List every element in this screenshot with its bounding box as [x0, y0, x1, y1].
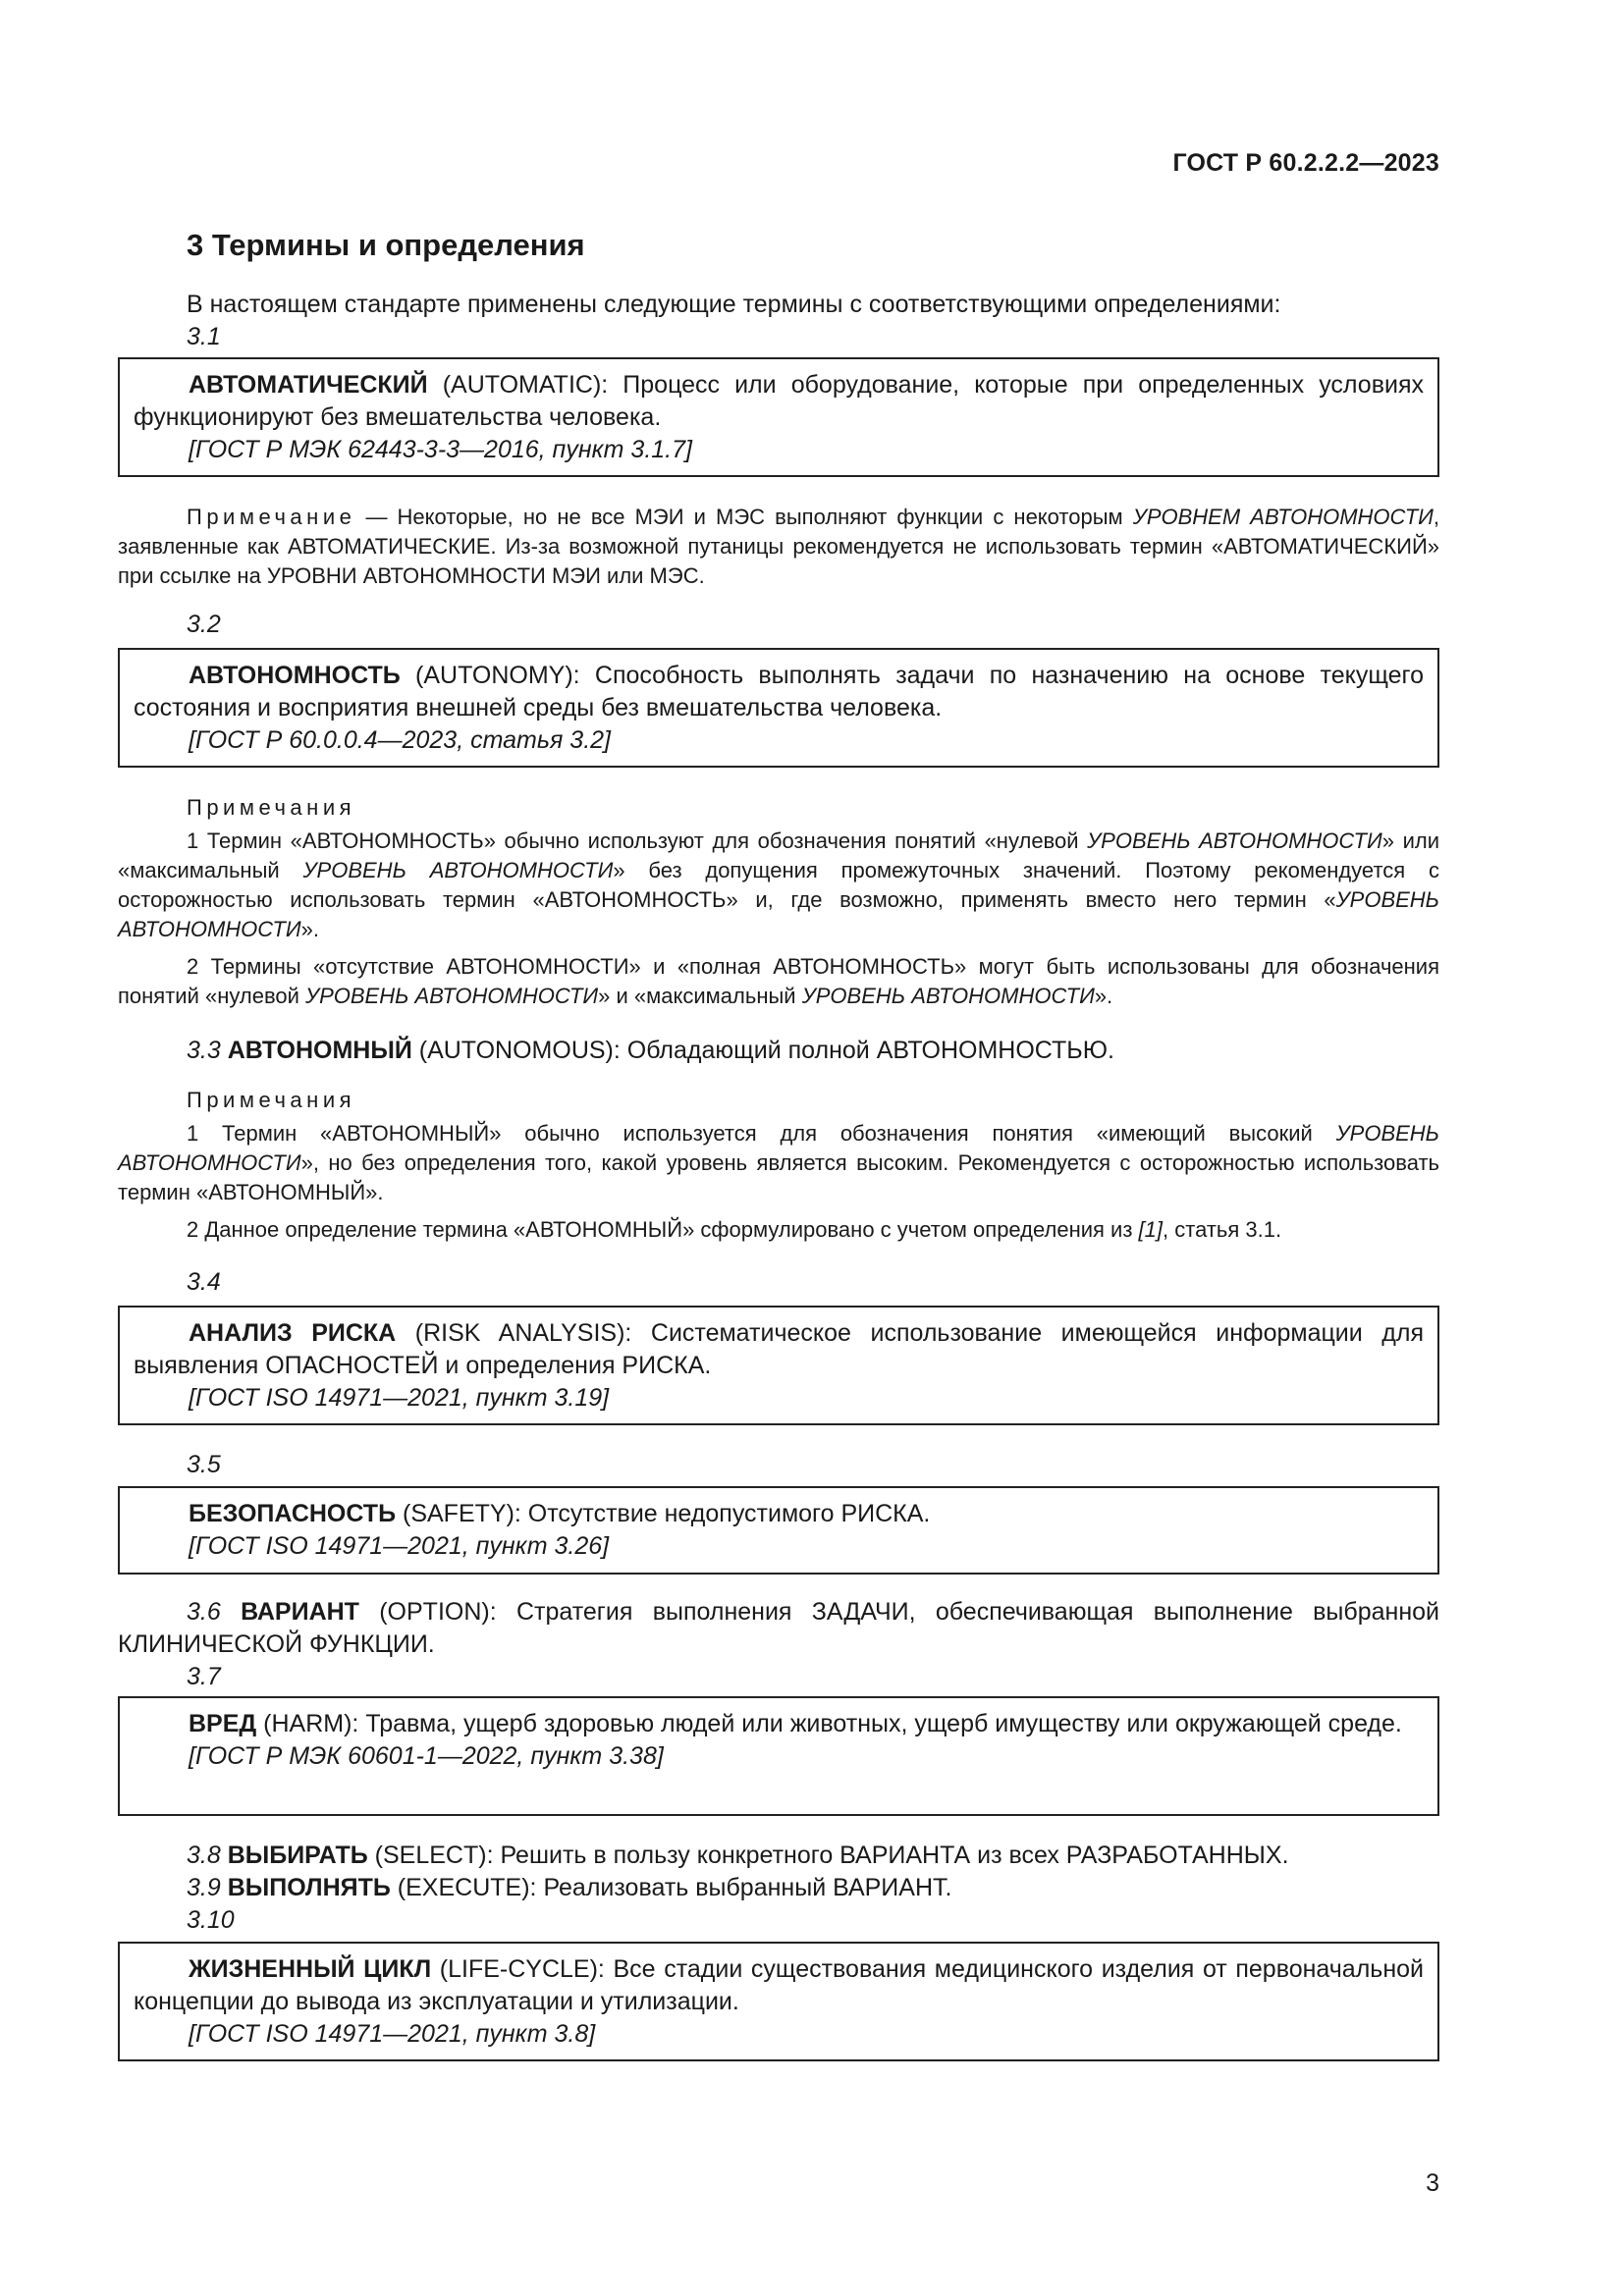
term-english: (OPTION): [358, 1598, 516, 1626]
term-definition [134, 660, 1424, 724]
term-number: 3.9 [187, 1874, 221, 1901]
term-definition [134, 369, 1424, 434]
term-name: ЖИЗНЕННЫЙ ЦИКЛ [189, 1955, 432, 1983]
notes-autonomous [118, 1086, 1439, 1245]
note-part: 1 Термин «АВТОНОМНЫЙ» обычно используется для обозначения понятия «имеющий высокий [187, 1121, 1336, 1146]
term-source: [ГОСТ ISO 14971—2021, пункт 3.26] [189, 1532, 610, 1560]
note-part: » или «максимальный [118, 828, 1440, 882]
term-autonomous [118, 1035, 1439, 1067]
note-part: — Некоторые, но не все МЭИ и МЭС выполняют функции с некоторым [355, 505, 1133, 529]
term-name: ВАРИАНТ [241, 1598, 359, 1626]
note-part: 2 Данное определение термина «АВТОНОМНЫЙ» сформулировано с учетом определения из [187, 1217, 1139, 1242]
term-definition [118, 1596, 1439, 1661]
term-definition [118, 1035, 1439, 1067]
term-def-text: Стратегия выполнения ЗАДАЧИ, обеспечивающая выполнение выбранной КЛИНИЧЕСКОЙ ФУНКЦИИ. [118, 1598, 1440, 1658]
notes-label: Примечания [187, 795, 356, 820]
notes-autonomy [118, 793, 1439, 1011]
note-1 [118, 827, 1439, 944]
note-italic: УРОВЕНЬ АВТОНОМНОСТИ [305, 984, 599, 1008]
note-italic: УРОВЕНЬ АВТОНОМНОСТИ [1087, 828, 1382, 853]
intro-text: В настоящем стандарте применены следующие термины с соответствующими определениями: [187, 291, 1281, 318]
note-2 [118, 952, 1439, 1011]
term-number: 3.8 [187, 1842, 221, 1869]
term-name: ВРЕД [189, 1710, 257, 1737]
term-english: (EXECUTE): [390, 1874, 544, 1901]
term-english: (LIFE-CYCLE): [431, 1955, 614, 1983]
page-number: 3 [1426, 2169, 1439, 2197]
term-number-block [118, 1449, 1439, 1481]
term-definition [118, 1872, 1439, 1904]
term-source: [ГОСТ ISO 14971—2021, пункт 3.8] [189, 2020, 596, 2048]
term-source: [ГОСТ Р МЭК 60601-1—2022, пункт 3.38] [189, 1742, 664, 1770]
note-italic: УРОВЕНЬ АВТОНОМНОСТИ [302, 858, 614, 882]
term-name: БЕЗОПАСНОСТЬ [189, 1500, 397, 1527]
term-definition [134, 1953, 1424, 2018]
term-english: (RISK ANALYSIS): [396, 1319, 651, 1347]
term-number: 3.10 [187, 1906, 235, 1934]
term-definition [118, 1840, 1439, 1872]
term-number: 3.4 [187, 1268, 221, 1296]
note-part: ». [1094, 984, 1113, 1008]
term-def-text: Способность выполнять задачи по назначению на основе текущего состояния и восприятия внешней среды без вмешательства человека. [134, 662, 1425, 721]
term-def-text: Систематическое использование имеющейся информации для выявления ОПАСНОСТЕЙ и определения РИСКА. [134, 1319, 1424, 1379]
term-english: (AUTONOMOUS): [411, 1037, 627, 1064]
term-english: (SAFETY): [396, 1500, 528, 1527]
term-definition [134, 1498, 1424, 1530]
term-box-safety [118, 1486, 1439, 1575]
term-box-risk-analysis [118, 1306, 1439, 1425]
document-page [118, 0, 1439, 2296]
term-number: 3.3 [187, 1037, 221, 1064]
notes-label: Примечания [187, 1088, 356, 1112]
note-italic: УРОВЕНЬ АВТОНОМНОСТИ [801, 984, 1095, 1008]
note-part: , статья 3.1. [1163, 1217, 1282, 1242]
note-part: ». [300, 917, 319, 941]
note-part: 1 Термин «АВТОНОМНОСТЬ» обычно используют для обозначения понятий «нулевой [187, 828, 1088, 853]
term-def-text: Обладающий полной АВТОНОМНОСТЬЮ. [626, 1037, 1114, 1064]
term-name: ВЫБИРАТЬ [227, 1842, 368, 1869]
term-number: 3.7 [187, 1663, 221, 1690]
term-english: (HARM): [256, 1710, 366, 1737]
note-italic: УРОВЕНЬ АВТОНОМНОСТИ [118, 887, 1439, 941]
term-def-text: Процесс или оборудование, которые при определенных условиях функционируют без вмешательства человека. [134, 371, 1424, 431]
document-id: ГОСТ Р 60.2.2.2—2023 [1172, 149, 1439, 177]
note-2 [118, 1215, 1439, 1245]
note-italic: [1] [1138, 1217, 1164, 1242]
term-english: (AUTONOMY): [400, 662, 595, 689]
term-english: (AUTOMATIC): [427, 371, 623, 399]
term-name: АВТОНОМНОСТЬ [189, 662, 401, 689]
term-source: [ГОСТ ISO 14971—2021, пункт 3.19] [189, 1384, 610, 1412]
term-name: ВЫПОЛНЯТЬ [227, 1874, 391, 1901]
note-automatic [118, 503, 1439, 591]
term-def-text: Решить в пользу конкретного ВАРИАНТА из всех РАЗРАБОТАННЫХ. [500, 1842, 1289, 1869]
term-number-block [118, 609, 1439, 641]
note-part: 2 Термины «отсутствие АВТОНОМНОСТИ» и «полная АВТОНОМНОСТЬ» могут быть использованы для обозначения понятий «нулевой [118, 954, 1439, 1008]
term-def-text: Отсутствие недопустимого РИСКА. [527, 1500, 931, 1527]
term-box-harm [118, 1696, 1439, 1816]
term-name: АНАЛИЗ РИСКА [189, 1319, 397, 1347]
term-box-autonomy [118, 648, 1439, 768]
note-part: » без допущения промежуточных значений. Поэтому рекомендуется с осторожностью использовать термин «АВТОНОМНОСТЬ» и, где возможно, применять вместо него термин « [118, 858, 1439, 912]
term-number-block [118, 1266, 1439, 1299]
term-number: 3.6 [187, 1598, 221, 1626]
note-label: Примечание [187, 505, 356, 529]
term-option [118, 1596, 1439, 1693]
term-name: АВТОНОМНЫЙ [227, 1037, 412, 1064]
term-definition [134, 1317, 1424, 1382]
term-source: [ГОСТ Р 60.0.0.4—2023, статья 3.2] [189, 726, 612, 754]
note-text [118, 503, 1439, 591]
note-part: » и «максимальный [598, 984, 802, 1008]
note-italic: УРОВНЕМ АВТОНОМНОСТИ [1132, 505, 1434, 529]
term-name: АВТОМАТИЧЕСКИЙ [189, 371, 428, 399]
intro-block [118, 289, 1439, 353]
terms-select-execute [118, 1840, 1439, 1937]
term-def-text: Все стадии существования медицинского изделия от первоначальной концепции до вывода из эксплуатации и утилизации. [134, 1955, 1424, 2015]
term-box-life-cycle [118, 1942, 1439, 2061]
note-part: », но без определения того, какой уровень является высоким. Рекомендуется с осторожностью использовать термин «АВТОНОМНЫЙ». [118, 1150, 1439, 1204]
term-box-automatic [118, 357, 1439, 477]
term-definition [134, 1708, 1424, 1740]
note-1 [118, 1119, 1439, 1207]
term-number: 3.5 [187, 1451, 221, 1478]
note-italic: УРОВЕНЬ АВТОНОМНОСТИ [118, 1121, 1439, 1175]
term-number: 3.2 [187, 611, 221, 638]
section-title: 3 Термины и определения [187, 228, 585, 262]
note-part: , заявленные как АВТОМАТИЧЕСКИЕ. Из-за возможной путаницы рекомендуется не использовать термин «АВТОМАТИЧЕСКИЙ» при ссылке на УРОВНИ АВТОНОМНОСТИ МЭИ или МЭС. [118, 505, 1440, 588]
term-source: [ГОСТ Р МЭК 62443-3-3—2016, пункт 3.1.7] [189, 436, 692, 463]
term-english: (SELECT): [367, 1842, 501, 1869]
term-def-text: Реализовать выбранный ВАРИАНТ. [543, 1874, 952, 1901]
term-number: 3.1 [187, 323, 221, 350]
term-def-text: Травма, ущерб здоровью людей или животных, ущерб имуществу или окружающей среде. [365, 1710, 1402, 1737]
